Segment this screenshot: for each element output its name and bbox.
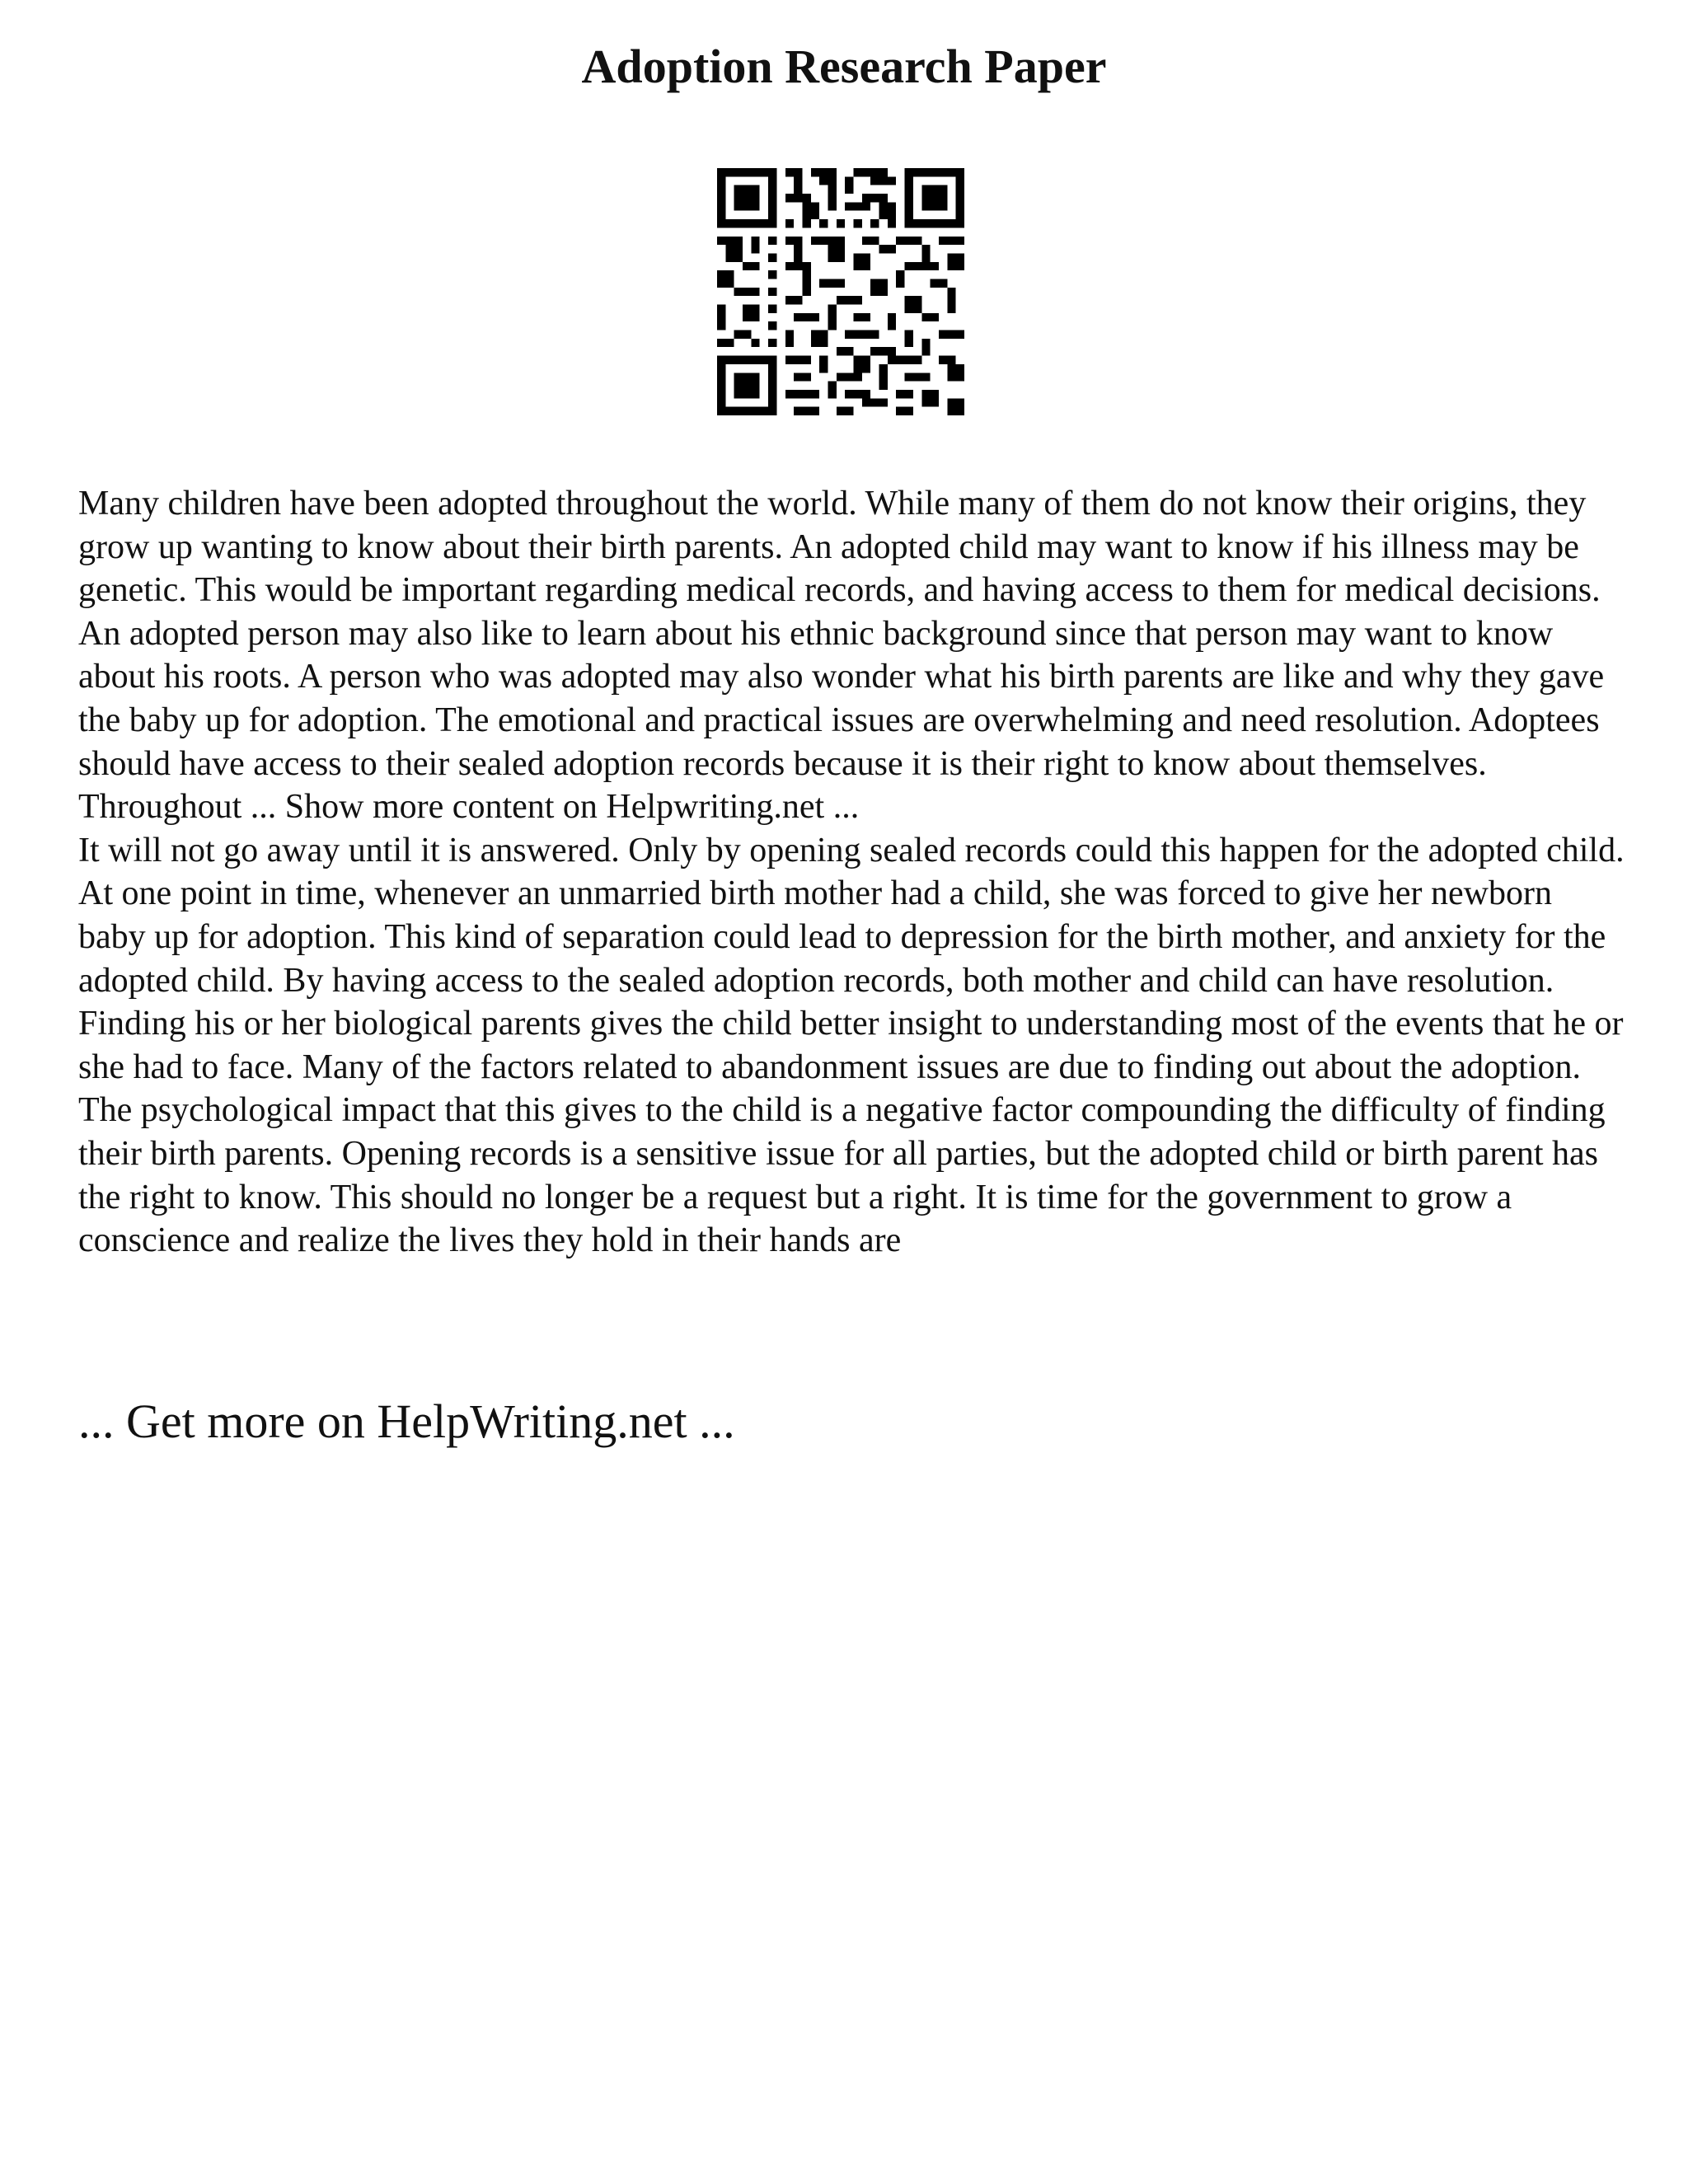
qr-code-icon: [717, 168, 964, 415]
page-title: Adoption Research Paper: [581, 40, 1107, 93]
paragraph-continued: It will not go away until it is answered. Only by opening sealed records could this happen for the adopted child. At one point in time, whenever an unmarried birth mother had a child, she was forced to give her newborn baby up for adoption. This kind of separation could lead to depression for the birth mother, and anxiety for the adopted child. By having access to the sealed adoption records, both mother and child can have resolution. Finding his or her biological parents gives the child better insight to understanding most of the events that he or she had to face. Many of the factors related to abandonment issues are due to finding out about the adoption. The psychological impact that this gives to the child is a negative factor compounding the difficulty of finding their birth parents. Opening records is a sensitive issue for all parties, but the adopted child or birth parent has the right to know. This should no longer be a request but a right. It is time for the government to grow a conscience and realize the lives they hold in their hands are: [78, 831, 1625, 1260]
qr-code-graphic: [717, 168, 964, 415]
get-more-link[interactable]: ... Get more on HelpWriting.net ...: [78, 1394, 735, 1448]
show-more-line: Throughout ... Show more content on Helpwriting.net ...: [78, 788, 860, 827]
article-body: [78, 482, 1628, 1263]
paragraph-intro: Many children have been adopted throughout the world. While many of them do not know their origins, they grow up wanting to know about their birth parents. An adopted child may want to know if his illness may be genetic. This would be important regarding medical records, and having access to them for medical decisions. An adopted person may also like to learn about his ethnic background since that person may want to know about his roots. A person who was adopted may also wonder what his birth parents are like and why they gave the baby up for adoption. The emotional and practical issues are overwhelming and need resolution. Adoptees should have access to their sealed adoption records because it is their right to know about themselves.: [78, 485, 1605, 783]
